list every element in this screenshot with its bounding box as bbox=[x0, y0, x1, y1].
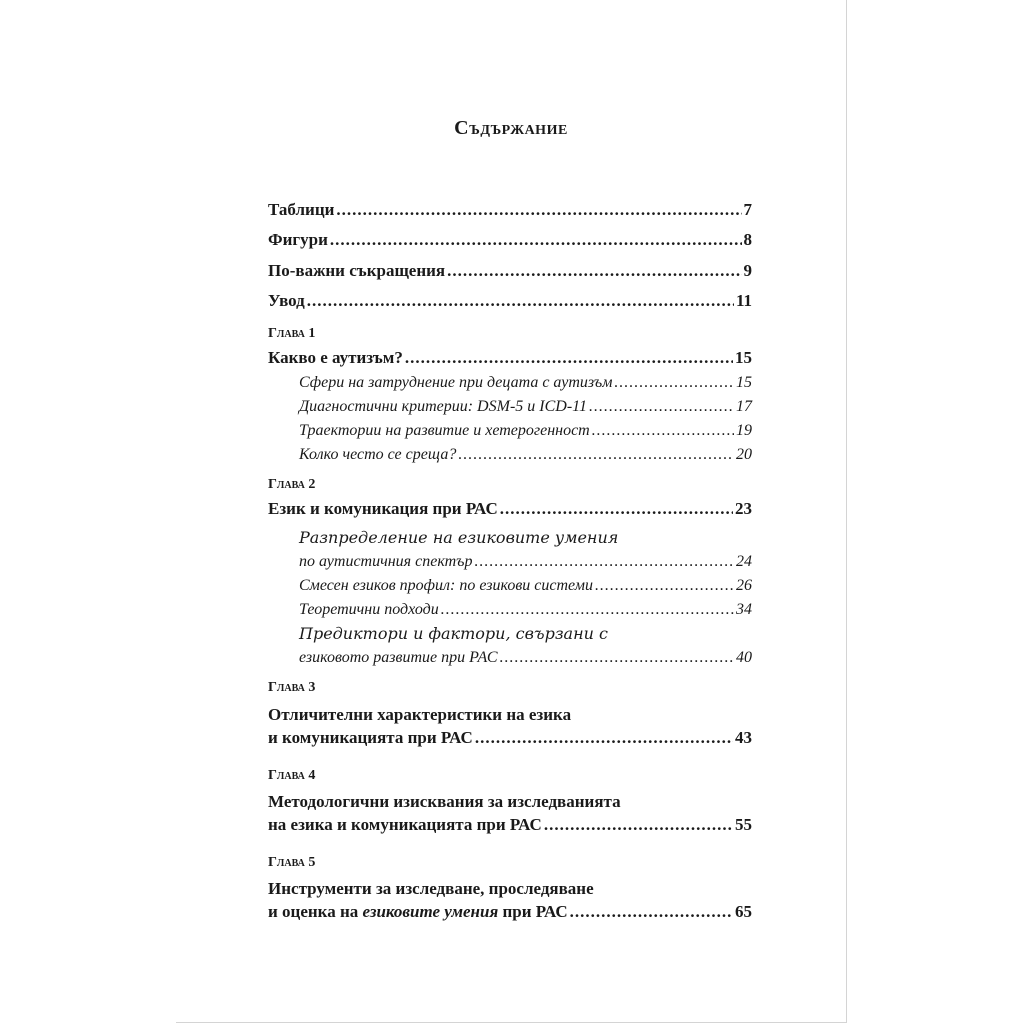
chapter-3-label: Глава 3 bbox=[268, 680, 316, 695]
toc-entry-chapter-3[interactable]: и комуникацията при РАС ..... 43 bbox=[268, 726, 752, 749]
chapter-4-label: Глава 4 bbox=[268, 768, 316, 783]
toc-subentry[interactable]: Траектории на развитие и хетерогенност ..... 19 bbox=[268, 419, 752, 443]
toc-subentry[interactable]: езиковото развитие при РАС ..... 40 bbox=[268, 646, 752, 670]
toc-entry-chapter-5[interactable]: и оценка на езиковите умения при РАС ..... 65 bbox=[268, 900, 752, 923]
toc-entry-chapter-1[interactable]: Какво е аутизъм? ..... 15 bbox=[268, 346, 752, 369]
toc-subentry[interactable]: Сфери на затруднение при децата с аутизъм ..... 15 bbox=[268, 371, 752, 395]
chapter-3-title-line: Отличителни характеристики на езика bbox=[268, 705, 572, 724]
toc-entry-abbreviations[interactable]: По-важни съкращения ..... 9 bbox=[268, 259, 752, 282]
toc-subentry[interactable]: Колко често се среща? ..... 20 bbox=[268, 443, 752, 467]
toc-entry-chapter-4[interactable]: на езика и комуникацията при РАС ..... 55 bbox=[268, 813, 752, 836]
toc-entry-figures[interactable]: Фигури ..... 8 bbox=[268, 228, 752, 251]
toc-entry-chapter-2[interactable]: Език и комуникация при РАС ..... 23 bbox=[268, 497, 752, 520]
chapter-5-label: Глава 5 bbox=[268, 855, 316, 870]
chapter-4-title-line: Методологични изисквания за изследванията bbox=[268, 792, 621, 811]
toc-entry-tables[interactable]: Таблици ..... 7 bbox=[268, 198, 752, 221]
chapter-2-label: Глава 2 bbox=[268, 477, 316, 492]
chapter-1-label: Глава 1 bbox=[268, 326, 316, 341]
toc-subentry[interactable]: Теоретични подходи ..... 34 bbox=[268, 598, 752, 622]
chapter-5-title-line: Инструменти за изследване, проследяване bbox=[268, 879, 594, 898]
page-title: Съдържание bbox=[454, 117, 568, 139]
toc-entry-introduction[interactable]: Увод ..... 11 bbox=[268, 289, 752, 312]
toc-subentry[interactable]: Диагностични критерии: DSM-5 и ICD-11 ..... 17 bbox=[268, 395, 752, 419]
book-page bbox=[176, 0, 847, 1023]
table-of-contents bbox=[268, 198, 752, 923]
toc-subentry-line: Предиктори и фактори, свързани с bbox=[299, 624, 608, 643]
toc-subentry-line: Разпределение на езиковите умения bbox=[299, 528, 619, 547]
toc-subentry[interactable]: по аутистичния спектър ..... 24 bbox=[268, 550, 752, 574]
toc-subentry[interactable]: Смесен езиков профил: по езикови системи ..... 26 bbox=[268, 574, 752, 598]
